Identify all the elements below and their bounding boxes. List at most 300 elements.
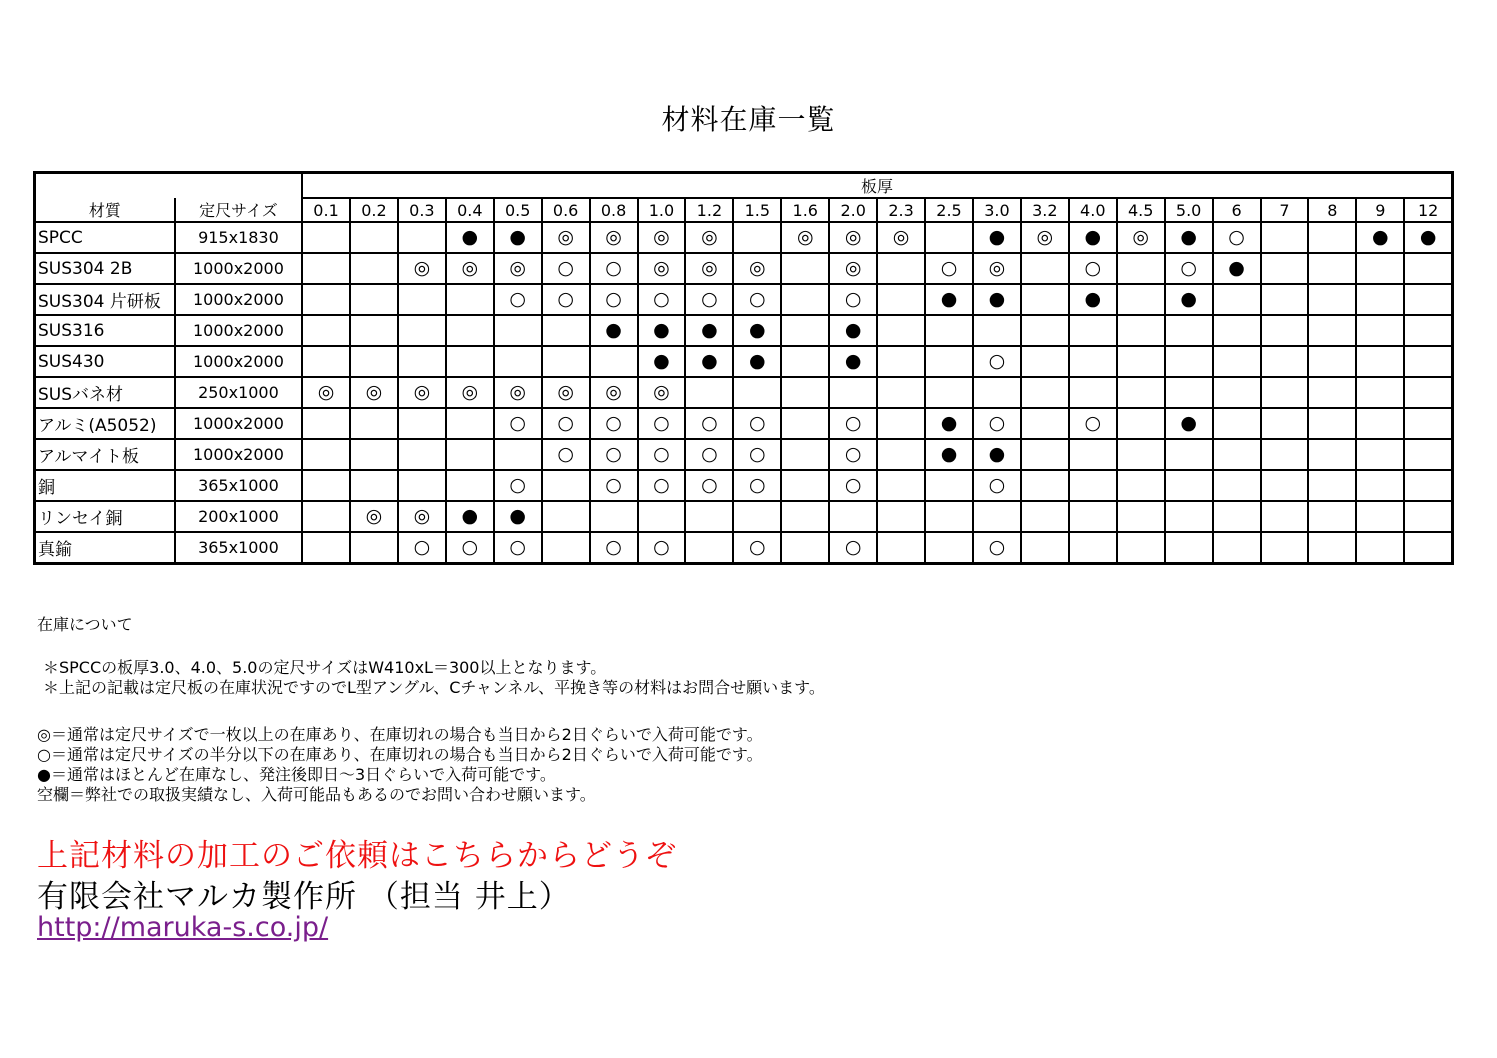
stock-mark-cell: ○ bbox=[973, 532, 1021, 564]
stock-mark-cell: ○ bbox=[638, 284, 686, 315]
stock-mark-cell bbox=[781, 346, 829, 377]
stock-mark-cell: ◎ bbox=[638, 253, 686, 284]
stock-mark-cell: ◎ bbox=[494, 253, 542, 284]
stock-mark-cell bbox=[781, 284, 829, 315]
stock-table bbox=[33, 171, 1454, 565]
stock-mark-cell: ◎ bbox=[542, 377, 590, 408]
stock-mark-cell bbox=[877, 501, 925, 532]
stock-mark-cell bbox=[1021, 439, 1069, 470]
stock-mark-cell: ◎ bbox=[781, 222, 829, 253]
stock-mark-cell bbox=[446, 315, 494, 346]
stock-mark-cell: ○ bbox=[638, 532, 686, 564]
stock-mark-cell bbox=[398, 346, 446, 377]
stock-mark-cell: ○ bbox=[638, 439, 686, 470]
stock-mark-cell bbox=[350, 284, 398, 315]
stock-mark-cell: ○ bbox=[542, 284, 590, 315]
stock-mark-cell bbox=[350, 470, 398, 501]
stock-mark-cell bbox=[1213, 377, 1261, 408]
legend-blank: 空欄＝弊社での取扱実績なし、入荷可能品もあるのでお問い合わせ願います。 bbox=[37, 785, 596, 804]
size-cell: 365x1000 bbox=[175, 470, 302, 501]
stock-mark-cell: ○ bbox=[398, 532, 446, 564]
legend-double-circle: ◎＝通常は定尺サイズで一枚以上の在庫あり、在庫切れの場合も当日から2日ぐらいで入荷可能です。 bbox=[37, 725, 763, 744]
note-item: ＊SPCCの板厚3.0、4.0、5.0の定尺サイズはW410xL＝300以上となります。 bbox=[43, 658, 607, 677]
stock-mark-cell bbox=[302, 222, 350, 253]
stock-mark-cell bbox=[1308, 532, 1356, 564]
stock-mark-cell bbox=[877, 315, 925, 346]
stock-mark-cell: ○ bbox=[590, 439, 638, 470]
stock-mark-cell bbox=[781, 408, 829, 439]
call-to-action: 上記材料の加工のご依頼はこちらからどうぞ bbox=[37, 838, 677, 874]
stock-mark-cell: ◎ bbox=[685, 253, 733, 284]
stock-mark-cell: ◎ bbox=[446, 377, 494, 408]
stock-mark-cell: ● bbox=[1165, 284, 1213, 315]
stock-mark-cell: ● bbox=[733, 315, 781, 346]
thickness-label: 4.5 bbox=[1117, 198, 1165, 222]
stock-mark-cell bbox=[1117, 346, 1165, 377]
stock-mark-cell: ○ bbox=[638, 470, 686, 501]
stock-mark-cell: ○ bbox=[829, 284, 877, 315]
table-row bbox=[35, 284, 1453, 315]
legend-filled-circle: ●＝通常はほとんど在庫なし、発注後即日～3日ぐらいで入荷可能です。 bbox=[37, 765, 556, 784]
stock-mark-cell: ○ bbox=[590, 408, 638, 439]
stock-mark-cell: ○ bbox=[1069, 408, 1117, 439]
size-header: 定尺サイズ bbox=[175, 198, 302, 222]
stock-mark-cell bbox=[1069, 470, 1117, 501]
stock-mark-cell: ○ bbox=[1213, 222, 1261, 253]
stock-mark-cell bbox=[1117, 501, 1165, 532]
material-cell: SUS316 bbox=[35, 315, 175, 346]
stock-mark-cell bbox=[302, 315, 350, 346]
legend-circle: ○＝通常は定尺サイズの半分以下の在庫あり、在庫切れの場合も当日から2日ぐらいで入荷可能です。 bbox=[37, 745, 763, 764]
table-header-row-1 bbox=[35, 173, 1453, 199]
stock-mark-cell: ● bbox=[925, 284, 973, 315]
stock-mark-cell bbox=[350, 253, 398, 284]
thickness-label: 12 bbox=[1404, 198, 1452, 222]
stock-mark-cell bbox=[446, 284, 494, 315]
stock-mark-cell bbox=[1165, 439, 1213, 470]
stock-mark-cell: ○ bbox=[829, 532, 877, 564]
stock-mark-cell bbox=[1213, 408, 1261, 439]
stock-mark-cell bbox=[446, 408, 494, 439]
thickness-label: 0.2 bbox=[350, 198, 398, 222]
stock-mark-cell: ◎ bbox=[973, 253, 1021, 284]
stock-mark-cell: ● bbox=[1356, 222, 1404, 253]
stock-mark-cell bbox=[733, 222, 781, 253]
stock-mark-cell: ● bbox=[446, 222, 494, 253]
stock-mark-cell bbox=[1117, 532, 1165, 564]
stock-mark-cell: ◎ bbox=[398, 253, 446, 284]
stock-mark-cell: ○ bbox=[829, 408, 877, 439]
stock-mark-cell bbox=[781, 439, 829, 470]
stock-mark-cell: ○ bbox=[733, 470, 781, 501]
stock-mark-cell bbox=[781, 532, 829, 564]
stock-mark-cell bbox=[829, 501, 877, 532]
stock-mark-cell bbox=[1308, 470, 1356, 501]
thickness-label: 1.2 bbox=[685, 198, 733, 222]
stock-mark-cell bbox=[925, 501, 973, 532]
stock-mark-cell bbox=[1213, 315, 1261, 346]
stock-mark-cell: ● bbox=[1069, 222, 1117, 253]
stock-mark-cell bbox=[1308, 284, 1356, 315]
stock-mark-cell bbox=[1021, 470, 1069, 501]
stock-mark-cell: ○ bbox=[733, 284, 781, 315]
stock-mark-cell: ○ bbox=[590, 253, 638, 284]
header-blank bbox=[35, 173, 303, 199]
stock-mark-cell bbox=[1356, 284, 1404, 315]
stock-mark-cell bbox=[542, 501, 590, 532]
stock-mark-cell: ● bbox=[829, 346, 877, 377]
stock-mark-cell bbox=[685, 377, 733, 408]
stock-mark-cell: ● bbox=[494, 222, 542, 253]
thickness-label: 3.0 bbox=[973, 198, 1021, 222]
thickness-label: 2.5 bbox=[925, 198, 973, 222]
stock-mark-cell bbox=[446, 470, 494, 501]
stock-mark-cell: ○ bbox=[829, 470, 877, 501]
legend bbox=[37, 725, 763, 805]
thickness-label: 7 bbox=[1261, 198, 1309, 222]
thickness-label: 3.2 bbox=[1021, 198, 1069, 222]
stock-mark-cell bbox=[350, 315, 398, 346]
stock-mark-cell bbox=[398, 222, 446, 253]
stock-mark-cell: ○ bbox=[685, 408, 733, 439]
thickness-label: 2.3 bbox=[877, 198, 925, 222]
stock-mark-cell: ● bbox=[829, 315, 877, 346]
size-cell: 915x1830 bbox=[175, 222, 302, 253]
thickness-label: 1.0 bbox=[638, 198, 686, 222]
stock-mark-cell bbox=[1069, 501, 1117, 532]
stock-mark-cell: ● bbox=[733, 346, 781, 377]
stock-mark-cell bbox=[1213, 284, 1261, 315]
stock-mark-cell: ● bbox=[685, 346, 733, 377]
stock-mark-cell bbox=[398, 315, 446, 346]
stock-mark-cell bbox=[1117, 377, 1165, 408]
stock-mark-cell bbox=[350, 439, 398, 470]
thickness-label: 5.0 bbox=[1165, 198, 1213, 222]
stock-mark-cell bbox=[1308, 377, 1356, 408]
stock-mark-cell: ● bbox=[1069, 284, 1117, 315]
stock-mark-cell bbox=[685, 501, 733, 532]
stock-mark-cell bbox=[925, 532, 973, 564]
stock-mark-cell: ● bbox=[638, 315, 686, 346]
stock-mark-cell bbox=[1117, 284, 1165, 315]
stock-mark-cell bbox=[781, 501, 829, 532]
stock-mark-cell bbox=[1021, 253, 1069, 284]
stock-mark-cell: ◎ bbox=[1021, 222, 1069, 253]
stock-mark-cell bbox=[494, 439, 542, 470]
stock-mark-cell bbox=[1117, 315, 1165, 346]
stock-mark-cell bbox=[829, 377, 877, 408]
table-header-row-2 bbox=[35, 198, 1453, 222]
stock-mark-cell bbox=[494, 346, 542, 377]
material-cell: リンセイ銅 bbox=[35, 501, 175, 532]
stock-about-heading: 在庫について bbox=[37, 615, 133, 634]
size-cell: 250x1000 bbox=[175, 377, 302, 408]
stock-mark-cell: ● bbox=[590, 315, 638, 346]
stock-mark-cell bbox=[1356, 532, 1404, 564]
stock-mark-cell bbox=[1261, 222, 1309, 253]
stock-mark-cell: ○ bbox=[494, 532, 542, 564]
stock-mark-cell bbox=[1165, 315, 1213, 346]
stock-mark-cell: ○ bbox=[494, 284, 542, 315]
stock-mark-cell bbox=[877, 439, 925, 470]
stock-mark-cell: ○ bbox=[733, 408, 781, 439]
stock-mark-cell bbox=[1261, 470, 1309, 501]
stock-mark-cell bbox=[350, 222, 398, 253]
stock-mark-cell: ● bbox=[973, 222, 1021, 253]
size-cell: 365x1000 bbox=[175, 532, 302, 564]
stock-mark-cell: ○ bbox=[925, 253, 973, 284]
stock-mark-cell: ◎ bbox=[877, 222, 925, 253]
stock-mark-cell bbox=[877, 532, 925, 564]
stock-mark-cell bbox=[877, 408, 925, 439]
stock-mark-cell: ○ bbox=[542, 253, 590, 284]
material-cell: 真鍮 bbox=[35, 532, 175, 564]
stock-mark-cell bbox=[590, 501, 638, 532]
thickness-label: 9 bbox=[1356, 198, 1404, 222]
stock-mark-cell: ◎ bbox=[829, 253, 877, 284]
material-cell: SUSバネ材 bbox=[35, 377, 175, 408]
size-cell: 1000x2000 bbox=[175, 315, 302, 346]
stock-mark-cell bbox=[1261, 315, 1309, 346]
stock-mark-cell bbox=[1308, 408, 1356, 439]
stock-mark-cell bbox=[1213, 470, 1261, 501]
stock-mark-cell bbox=[781, 253, 829, 284]
stock-mark-cell bbox=[1356, 377, 1404, 408]
stock-mark-cell bbox=[973, 315, 1021, 346]
stock-mark-cell bbox=[925, 470, 973, 501]
stock-mark-cell bbox=[302, 346, 350, 377]
stock-mark-cell bbox=[733, 377, 781, 408]
thickness-label: 0.5 bbox=[494, 198, 542, 222]
thickness-label: 4.0 bbox=[1069, 198, 1117, 222]
stock-mark-cell bbox=[302, 284, 350, 315]
stock-mark-cell bbox=[925, 222, 973, 253]
stock-mark-cell: ◎ bbox=[638, 377, 686, 408]
stock-mark-cell: ◎ bbox=[350, 377, 398, 408]
stock-mark-cell bbox=[733, 501, 781, 532]
stock-mark-cell bbox=[1404, 470, 1452, 501]
thickness-label: 8 bbox=[1308, 198, 1356, 222]
stock-mark-cell bbox=[1356, 315, 1404, 346]
stock-mark-cell bbox=[1404, 377, 1452, 408]
stock-mark-cell bbox=[1165, 532, 1213, 564]
stock-mark-cell: ● bbox=[925, 408, 973, 439]
stock-mark-cell: ○ bbox=[494, 470, 542, 501]
stock-mark-cell: ○ bbox=[590, 284, 638, 315]
stock-mark-cell: ◎ bbox=[829, 222, 877, 253]
stock-mark-cell bbox=[1261, 253, 1309, 284]
stock-mark-cell: ○ bbox=[685, 439, 733, 470]
stock-mark-cell bbox=[781, 377, 829, 408]
stock-mark-cell: ○ bbox=[494, 408, 542, 439]
material-header: 材質 bbox=[35, 198, 175, 222]
stock-mark-cell bbox=[1021, 532, 1069, 564]
stock-mark-cell bbox=[398, 439, 446, 470]
stock-mark-cell bbox=[302, 501, 350, 532]
stock-mark-cell bbox=[446, 439, 494, 470]
stock-mark-cell bbox=[1021, 377, 1069, 408]
thickness-label: 0.8 bbox=[590, 198, 638, 222]
stock-mark-cell bbox=[1117, 408, 1165, 439]
table-row bbox=[35, 253, 1453, 284]
thickness-label: 0.6 bbox=[542, 198, 590, 222]
stock-mark-cell bbox=[1213, 439, 1261, 470]
stock-mark-cell bbox=[1261, 346, 1309, 377]
stock-mark-cell: ● bbox=[1165, 222, 1213, 253]
stock-mark-cell bbox=[1356, 470, 1404, 501]
size-cell: 1000x2000 bbox=[175, 346, 302, 377]
stock-mark-cell: ◎ bbox=[1117, 222, 1165, 253]
stock-mark-cell bbox=[1117, 470, 1165, 501]
stock-mark-cell bbox=[877, 253, 925, 284]
stock-mark-cell bbox=[973, 501, 1021, 532]
material-cell: 銅 bbox=[35, 470, 175, 501]
stock-mark-cell bbox=[1021, 284, 1069, 315]
stock-mark-cell bbox=[1069, 346, 1117, 377]
stock-mark-cell: ◎ bbox=[733, 253, 781, 284]
stock-mark-cell bbox=[1404, 439, 1452, 470]
stock-mark-cell bbox=[350, 408, 398, 439]
stock-mark-cell bbox=[302, 532, 350, 564]
website-link[interactable]: http://maruka-s.co.jp/ bbox=[37, 912, 329, 943]
stock-mark-cell bbox=[1356, 253, 1404, 284]
stock-mark-cell bbox=[1069, 532, 1117, 564]
stock-mark-cell bbox=[925, 315, 973, 346]
material-cell: SUS304 2B bbox=[35, 253, 175, 284]
thickness-label: 1.5 bbox=[733, 198, 781, 222]
stock-mark-cell bbox=[781, 315, 829, 346]
stock-mark-cell bbox=[398, 470, 446, 501]
stock-mark-cell: ● bbox=[494, 501, 542, 532]
material-cell: SUS304 片研板 bbox=[35, 284, 175, 315]
stock-mark-cell bbox=[1165, 501, 1213, 532]
table-row bbox=[35, 501, 1453, 532]
stock-mark-cell: ● bbox=[1404, 222, 1452, 253]
stock-mark-cell bbox=[350, 346, 398, 377]
stock-mark-cell bbox=[877, 284, 925, 315]
size-cell: 1000x2000 bbox=[175, 408, 302, 439]
stock-mark-cell bbox=[1165, 470, 1213, 501]
stock-mark-cell: ◎ bbox=[590, 222, 638, 253]
size-cell: 1000x2000 bbox=[175, 284, 302, 315]
stock-mark-cell: ○ bbox=[829, 439, 877, 470]
stock-mark-cell: ○ bbox=[446, 532, 494, 564]
stock-mark-cell bbox=[1117, 253, 1165, 284]
stock-mark-cell bbox=[1213, 346, 1261, 377]
material-cell: アルミ(A5052) bbox=[35, 408, 175, 439]
stock-mark-cell bbox=[685, 532, 733, 564]
stock-mark-cell bbox=[1021, 501, 1069, 532]
stock-mark-cell: ● bbox=[685, 315, 733, 346]
table-row bbox=[35, 408, 1453, 439]
stock-mark-cell: ● bbox=[1165, 408, 1213, 439]
stock-mark-cell: ○ bbox=[542, 439, 590, 470]
stock-notes bbox=[37, 658, 825, 698]
stock-mark-cell bbox=[1261, 501, 1309, 532]
table-row bbox=[35, 222, 1453, 253]
stock-mark-cell bbox=[1069, 315, 1117, 346]
stock-mark-cell bbox=[1404, 501, 1452, 532]
stock-mark-cell bbox=[542, 470, 590, 501]
stock-mark-cell: ○ bbox=[590, 470, 638, 501]
stock-mark-cell bbox=[1021, 315, 1069, 346]
stock-mark-cell bbox=[1404, 315, 1452, 346]
stock-mark-cell bbox=[1165, 377, 1213, 408]
stock-mark-cell bbox=[1021, 408, 1069, 439]
page-title: 材料在庫一覧 bbox=[661, 103, 836, 136]
thickness-header: 板厚 bbox=[302, 173, 1452, 199]
stock-mark-cell bbox=[542, 532, 590, 564]
stock-mark-cell bbox=[781, 470, 829, 501]
stock-mark-cell bbox=[1261, 408, 1309, 439]
stock-mark-cell bbox=[1308, 439, 1356, 470]
note-item: ＊上記の記載は定尺板の在庫状況ですのでL型アングル、Cチャンネル、平挽き等の材料はお問合せ願います。 bbox=[43, 678, 825, 697]
stock-mark-cell: ● bbox=[446, 501, 494, 532]
stock-mark-cell bbox=[302, 408, 350, 439]
stock-mark-cell: ◎ bbox=[638, 222, 686, 253]
stock-mark-cell: ○ bbox=[973, 346, 1021, 377]
stock-mark-cell bbox=[1213, 501, 1261, 532]
stock-mark-cell bbox=[302, 470, 350, 501]
stock-mark-cell bbox=[590, 346, 638, 377]
thickness-label: 0.4 bbox=[446, 198, 494, 222]
material-cell: SUS430 bbox=[35, 346, 175, 377]
stock-mark-cell: ◎ bbox=[350, 501, 398, 532]
stock-mark-cell: ○ bbox=[733, 439, 781, 470]
stock-mark-cell bbox=[1308, 315, 1356, 346]
thickness-label: 0.3 bbox=[398, 198, 446, 222]
stock-mark-cell bbox=[925, 377, 973, 408]
stock-mark-cell: ● bbox=[973, 284, 1021, 315]
thickness-label: 1.6 bbox=[781, 198, 829, 222]
stock-mark-cell bbox=[1261, 532, 1309, 564]
stock-mark-cell: ○ bbox=[685, 470, 733, 501]
stock-mark-cell: ○ bbox=[733, 532, 781, 564]
stock-mark-cell bbox=[877, 377, 925, 408]
stock-mark-cell: ◎ bbox=[398, 377, 446, 408]
size-cell: 1000x2000 bbox=[175, 439, 302, 470]
stock-mark-cell: ● bbox=[638, 346, 686, 377]
stock-mark-cell bbox=[1356, 408, 1404, 439]
table-row bbox=[35, 315, 1453, 346]
stock-mark-cell bbox=[1404, 408, 1452, 439]
stock-mark-cell: ● bbox=[925, 439, 973, 470]
table-row bbox=[35, 377, 1453, 408]
company-name: 有限会社マルカ製作所 （担当 井上） bbox=[37, 879, 571, 915]
stock-mark-cell bbox=[1356, 439, 1404, 470]
stock-mark-cell: ◎ bbox=[398, 501, 446, 532]
stock-mark-cell bbox=[877, 346, 925, 377]
stock-mark-cell bbox=[1261, 284, 1309, 315]
table-row bbox=[35, 470, 1453, 501]
material-cell: SPCC bbox=[35, 222, 175, 253]
stock-mark-cell bbox=[302, 253, 350, 284]
stock-mark-cell bbox=[446, 346, 494, 377]
stock-mark-cell: ◎ bbox=[590, 377, 638, 408]
thickness-label: 0.1 bbox=[302, 198, 350, 222]
stock-mark-cell bbox=[1356, 501, 1404, 532]
stock-mark-cell bbox=[973, 377, 1021, 408]
stock-mark-cell: ○ bbox=[973, 408, 1021, 439]
thickness-label: 6 bbox=[1213, 198, 1261, 222]
stock-mark-cell bbox=[1404, 284, 1452, 315]
stock-mark-cell bbox=[1069, 377, 1117, 408]
stock-mark-cell: ○ bbox=[638, 408, 686, 439]
stock-mark-cell bbox=[1261, 377, 1309, 408]
stock-mark-cell: ◎ bbox=[685, 222, 733, 253]
stock-mark-cell: ● bbox=[1213, 253, 1261, 284]
stock-mark-cell bbox=[398, 408, 446, 439]
